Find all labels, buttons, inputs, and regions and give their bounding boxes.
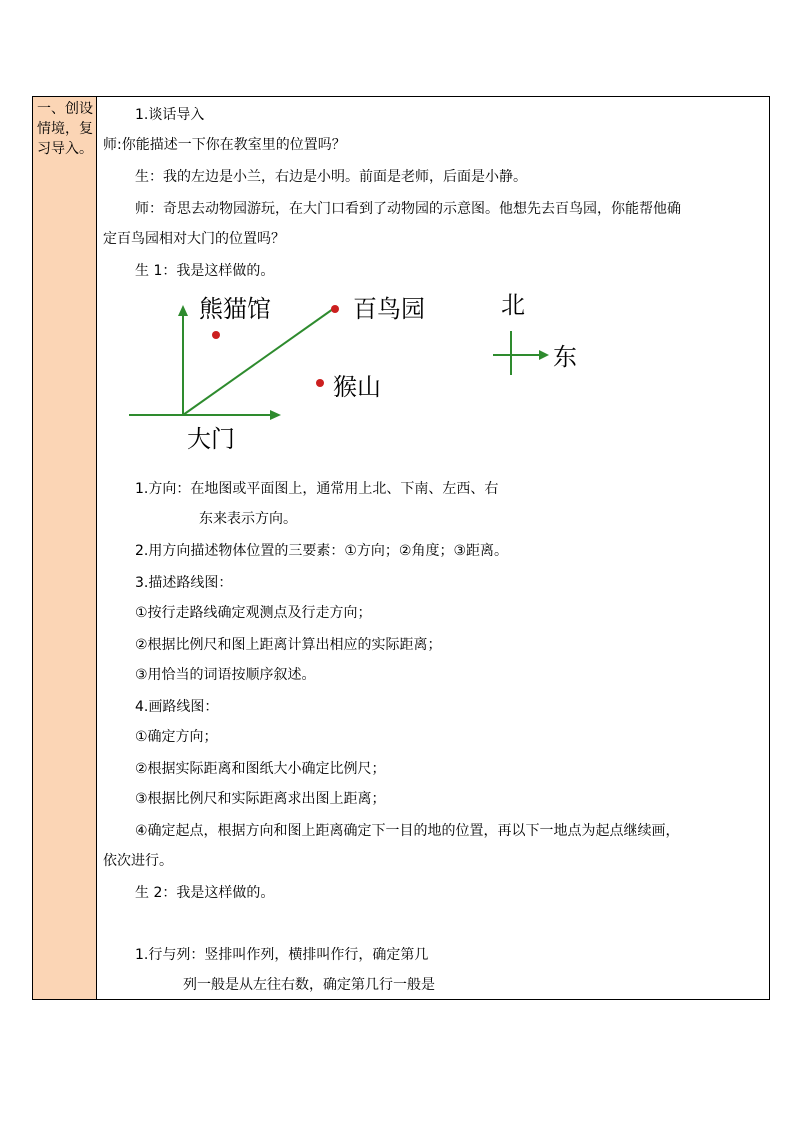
text-line: 师：奇思去动物园游玩，在大门口看到了动物园的示意图。他想先去百鸟园，你能帮他确 (135, 201, 681, 217)
section-label: 一、创设情境，复习导入。 (37, 101, 93, 157)
monkey-hill-label: 猴山 (333, 373, 381, 401)
panda-house-label: 熊猫馆 (199, 295, 271, 323)
lesson-table (32, 96, 770, 1000)
text-line: ①按行走路线确定观测点及行走方向； (135, 605, 372, 621)
content-cell (97, 97, 769, 999)
text-line: 生：我的左边是小兰，右边是小明。前面是老师，后面是小静。 (135, 169, 527, 185)
text-line: ④确定起点，根据方向和图上距离确定下一目的地的位置，再以下一地点为起点继续画， (135, 823, 680, 839)
gate-label: 大门 (187, 425, 235, 453)
text-line: 列一般是从左往右数，确定第几行一般是 (183, 977, 435, 993)
text-line: 依次进行。 (103, 853, 173, 869)
text-line: ②根据比例尺和图上距离计算出相应的实际距离； (135, 637, 442, 653)
text-line: 生 2：我是这样做的。 (135, 885, 275, 901)
text-line: ③根据比例尺和实际距离求出图上距离； (135, 791, 386, 807)
text-line: 生 1：我是这样做的。 (135, 263, 275, 279)
north-axis-arrowhead (178, 305, 188, 316)
text-line: 定百鸟园相对大门的位置吗？ (103, 231, 285, 247)
compass-east-arrowhead (539, 350, 549, 360)
text-line: 1.方向：在地图或平面图上，通常用上北、下南、左西、右 (135, 481, 499, 497)
east-axis-arrowhead (270, 410, 281, 420)
text-line: 东来表示方向。 (199, 511, 297, 527)
monkey-hill-dot (316, 379, 324, 387)
section-label-cell (33, 97, 97, 999)
panda-house-dot (212, 331, 220, 339)
text-line: 4.画路线图： (135, 699, 219, 715)
bird-garden-label: 百鸟园 (353, 295, 425, 323)
text-line: 1.谈话导入 (135, 107, 205, 123)
text-line: ②根据实际距离和图纸大小确定比例尺； (135, 761, 386, 777)
bird-garden-dot (331, 305, 339, 313)
compass-east-label: 东 (553, 343, 577, 371)
compass-north-label: 北 (501, 291, 525, 319)
text-line: 3.描述路线图： (135, 575, 233, 591)
text-line: 师:你能描述一下你在教室里的位置吗？ (103, 137, 346, 153)
gate-to-bird-garden-line (183, 309, 333, 415)
text-line: ③用恰当的词语按顺序叙述。 (135, 667, 316, 683)
text-line: 2.用方向描述物体位置的三要素：①方向；②角度；③距离。 (135, 543, 509, 559)
text-line: 1.行与列：竖排叫作列，横排叫作行，确定第几 (135, 947, 429, 963)
text-line: ①确定方向； (135, 729, 218, 745)
zoo-map-diagram (125, 289, 585, 463)
